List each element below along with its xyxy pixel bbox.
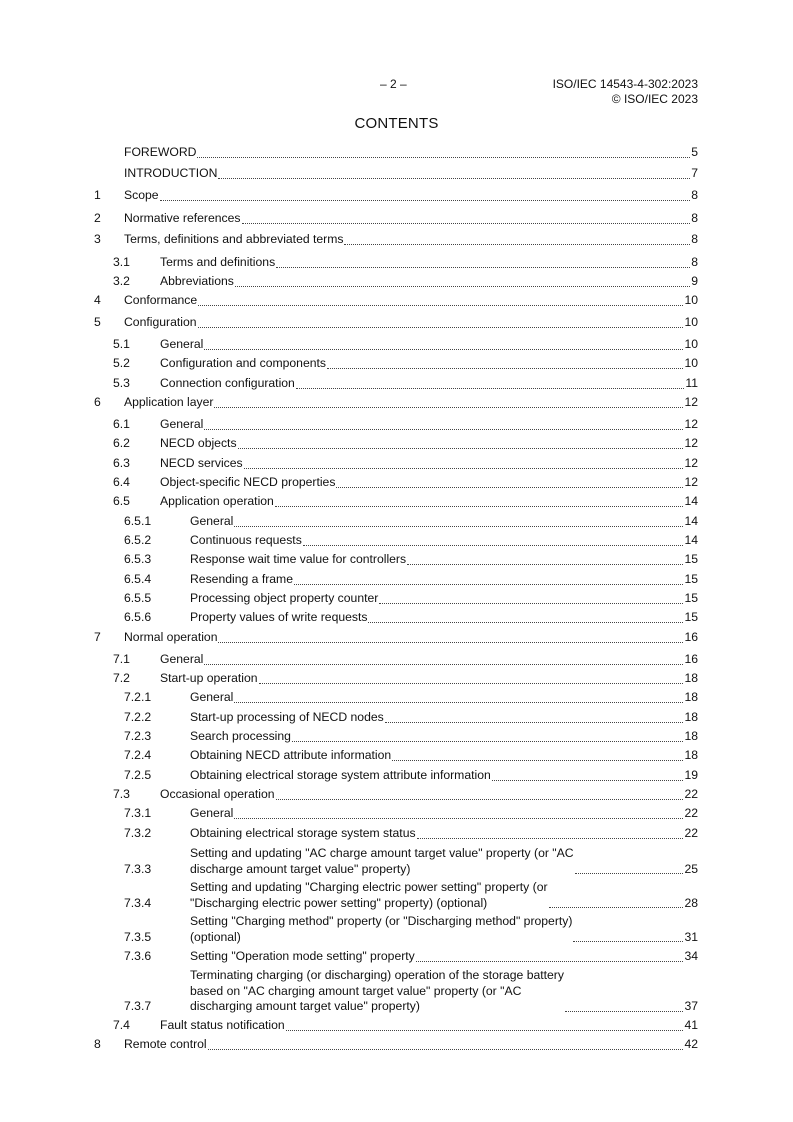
toc-entry[interactable]: [94, 748, 698, 764]
toc-entry[interactable]: [94, 232, 698, 248]
toc-entry-page: 28: [684, 895, 698, 910]
dot-leader: [198, 304, 683, 306]
toc-entry-number: 7.2.2: [124, 710, 152, 724]
toc-entry-page: 18: [684, 671, 698, 685]
toc-entry-number: 7.3.6: [124, 949, 152, 963]
toc-entry[interactable]: [94, 552, 698, 568]
toc-entry[interactable]: [94, 315, 698, 331]
toc-entry-title: General: [190, 514, 234, 528]
dot-leader: [204, 428, 683, 430]
toc-entry[interactable]: [94, 376, 698, 392]
toc-entry-page: 18: [684, 729, 698, 743]
dot-leader: [573, 940, 683, 942]
dot-leader: [336, 486, 683, 488]
toc-entry-title: Start-up operation: [160, 671, 258, 685]
toc-entry-page: 5: [691, 145, 698, 159]
toc-entry-page: 15: [684, 591, 698, 605]
toc-entry-title: NECD objects: [160, 436, 237, 450]
toc-entry[interactable]: [94, 914, 698, 945]
toc-entry[interactable]: [94, 826, 698, 842]
toc-entry-title: Property values of write requests: [190, 610, 368, 624]
toc-entry-page: 14: [684, 533, 698, 547]
toc-entry-number: 7.3.2: [124, 826, 152, 840]
dot-leader: [197, 156, 690, 158]
toc-entry[interactable]: [94, 768, 698, 784]
toc-entry-title: Setting "Charging method" property (or "Discharging method" property) (optional): [190, 914, 573, 944]
toc-entry-page: 34: [684, 949, 698, 963]
toc-entry-title: Object-specific NECD properties: [160, 475, 336, 489]
dot-leader: [368, 621, 683, 623]
dot-leader: [327, 367, 683, 369]
toc-entry-title: Configuration: [124, 315, 197, 329]
toc-entry-title: Occasional operation: [160, 787, 275, 801]
toc-entry-page: 18: [684, 710, 698, 724]
dot-leader: [218, 641, 683, 643]
dot-leader: [292, 740, 683, 742]
toc-entry-title: General: [190, 806, 234, 820]
toc-entry[interactable]: [94, 533, 698, 549]
toc-entry-number: 3.1: [113, 255, 130, 269]
toc-entry-page: 15: [684, 552, 698, 566]
toc-entry-title: Resending a frame: [190, 572, 293, 586]
toc-entry-number: 7.1: [113, 652, 130, 666]
toc-entry-page: 22: [684, 806, 698, 820]
toc-entry[interactable]: [94, 630, 698, 646]
toc-entry[interactable]: [94, 1037, 698, 1053]
toc-entry-title: Start-up processing of NECD nodes: [190, 710, 384, 724]
toc-entry-title: Remote control: [124, 1037, 207, 1051]
dot-leader: [565, 1010, 683, 1012]
dot-leader: [244, 467, 684, 469]
toc-entry-page: 14: [684, 514, 698, 528]
toc-entry[interactable]: [94, 188, 698, 204]
copyright-notice: © ISO/IEC 2023: [611, 92, 698, 106]
toc-entry[interactable]: [94, 395, 698, 411]
toc-entry-number: 7.3.3: [124, 861, 152, 876]
toc-entry[interactable]: [94, 572, 698, 588]
toc-entry[interactable]: [94, 337, 698, 353]
toc-entry-title: Fault status notification: [160, 1018, 285, 1032]
toc-entry[interactable]: [94, 610, 698, 626]
toc-entry-page: 11: [685, 376, 698, 390]
toc-entry-page: 22: [684, 787, 698, 801]
toc-entry[interactable]: [94, 710, 698, 726]
toc-entry-page: 12: [684, 456, 698, 470]
toc-entry-title: Configuration and components: [160, 356, 326, 370]
toc-entry-page: 18: [684, 748, 698, 762]
toc-entry-title: Setting "Operation mode setting" property: [190, 949, 415, 963]
dot-leader: [214, 406, 683, 408]
dot-leader: [575, 872, 684, 874]
toc-entry-title: Obtaining NECD attribute information: [190, 748, 392, 762]
toc-entry-number: 6.1: [113, 417, 130, 431]
toc-entry-number: 7.2.5: [124, 768, 152, 782]
toc-entry[interactable]: [94, 1018, 698, 1034]
toc-entry-number: 1: [94, 188, 101, 202]
toc-entry-number: 6.5.4: [124, 572, 152, 586]
toc-entry[interactable]: [94, 356, 698, 372]
toc-entry-title: Connection configuration: [160, 376, 295, 390]
toc-entry-title: NECD services: [160, 456, 243, 470]
toc-entry-number: 7.4: [113, 1018, 130, 1032]
toc-entry-title: Terms, definitions and abbreviated terms: [124, 232, 344, 246]
toc-entry[interactable]: [94, 671, 698, 687]
toc-entry[interactable]: [94, 456, 698, 472]
toc-entry-page: 14: [684, 494, 698, 508]
dot-leader: [234, 817, 683, 819]
toc-entry-page: 25: [684, 861, 698, 876]
toc-entry-number: 5.1: [113, 337, 130, 351]
toc-entry-page: 31: [684, 929, 698, 944]
toc-entry-number: 7: [94, 630, 101, 644]
dot-leader: [392, 759, 683, 761]
toc-entry-page: 41: [684, 1018, 698, 1032]
toc-entry[interactable]: [94, 436, 698, 452]
dot-leader: [492, 779, 684, 781]
toc-entry[interactable]: [94, 787, 698, 803]
toc-entry-number: 7.2.1: [124, 690, 152, 704]
toc-entry-page: 16: [684, 630, 698, 644]
dot-leader: [208, 1048, 684, 1050]
dot-leader: [417, 837, 684, 839]
toc-entry[interactable]: [94, 652, 698, 668]
toc-entry-number: 2: [94, 211, 101, 225]
toc-entry[interactable]: [94, 293, 698, 309]
toc-entry-page: 7: [691, 166, 698, 180]
toc-entry-number: 6.5.5: [124, 591, 152, 605]
toc-entry-title: Setting and updating "AC charge amount target value" property (or "AC discharge amount target value" property): [190, 846, 574, 876]
toc-entry-title: Normative references: [124, 211, 241, 225]
toc-entry[interactable]: [94, 949, 698, 965]
dot-leader: [286, 1029, 684, 1031]
toc-entry[interactable]: [94, 591, 698, 607]
toc-entry-page: 9: [691, 274, 698, 288]
toc-entry-number: 7.2.4: [124, 748, 152, 762]
toc-entry-page: 42: [684, 1037, 698, 1051]
dot-leader: [275, 505, 684, 507]
toc-entry-title: Obtaining electrical storage system attribute information: [190, 768, 491, 782]
toc-entry-number: 6.5.1: [124, 514, 152, 528]
toc-entry-page: 18: [684, 690, 698, 704]
dot-leader: [218, 177, 690, 179]
toc-entry-page: 12: [684, 436, 698, 450]
toc-entry-number: 7.3: [113, 787, 130, 801]
toc-entry-page: 22: [684, 826, 698, 840]
toc-entry-page: 12: [684, 395, 698, 409]
toc-entry-number: 6.3: [113, 456, 130, 470]
toc-entry-title: Scope: [124, 188, 159, 202]
page-title: CONTENTS: [354, 115, 439, 132]
toc-entry-title: General: [160, 337, 204, 351]
toc-entry-title: Terminating charging (or discharging) operation of the storage battery based on "AC charging amount target value" property (or "AC discharging amount target value" property): [190, 968, 564, 1013]
toc-entry-number: 7.3.1: [124, 806, 152, 820]
toc-entry[interactable]: [94, 846, 698, 877]
toc-entry-number: 5: [94, 315, 101, 329]
toc-entry-title: General: [190, 690, 234, 704]
dot-leader: [379, 602, 683, 604]
toc-entry-title: FOREWORD: [124, 145, 197, 159]
toc-entry-title: INTRODUCTION: [124, 166, 218, 180]
toc-entry[interactable]: [94, 880, 698, 911]
toc-entry-number: 7.2: [113, 671, 130, 685]
toc-entry-page: 10: [684, 356, 698, 370]
dot-leader: [276, 798, 684, 800]
dot-leader: [204, 663, 683, 665]
dot-leader: [296, 387, 685, 389]
toc-entry-number: 6.5.3: [124, 552, 152, 566]
toc-entry-number: 3.2: [113, 274, 130, 288]
dot-leader: [160, 199, 691, 201]
toc-entry-number: 3: [94, 232, 101, 246]
toc-entry-page: 8: [691, 232, 698, 246]
toc-entry-title: Setting and updating "Charging electric power setting" property (or "Discharging electric power setting" property) (optional): [190, 880, 548, 910]
toc-entry-number: 8: [94, 1037, 101, 1051]
dot-leader: [549, 906, 684, 908]
toc-entry[interactable]: [94, 274, 698, 290]
toc-entry-title: Application layer: [124, 395, 214, 409]
toc-entry-title: Continuous requests: [190, 533, 302, 547]
toc-entry-title: Obtaining electrical storage system status: [190, 826, 416, 840]
toc-entry-title: Search processing: [190, 729, 291, 743]
toc-entry-number: 6.5: [113, 494, 130, 508]
toc-entry-title: Normal operation: [124, 630, 218, 644]
toc-entry-page: 10: [684, 337, 698, 351]
toc-entry[interactable]: [94, 166, 698, 182]
dot-leader: [416, 960, 684, 962]
toc-entry[interactable]: [94, 475, 698, 491]
dot-leader: [303, 544, 684, 546]
toc-entry-page: 8: [691, 255, 698, 269]
toc-entry[interactable]: [94, 514, 698, 530]
toc-entry-title: General: [160, 652, 204, 666]
dot-leader: [385, 721, 684, 723]
dot-leader: [276, 266, 690, 268]
dot-leader: [234, 701, 683, 703]
toc-entry-number: 5.2: [113, 356, 130, 370]
toc-entry-page: 19: [684, 768, 698, 782]
page-number: – 2 –: [380, 77, 407, 91]
toc-entry-page: 15: [684, 610, 698, 624]
toc-entry-page: 12: [684, 417, 698, 431]
toc-entry-page: 16: [684, 652, 698, 666]
toc-entry-number: 7.3.4: [124, 895, 152, 910]
dot-leader: [407, 563, 683, 565]
toc-entry-title: Terms and definitions: [160, 255, 276, 269]
toc-entry-page: 37: [684, 999, 698, 1013]
toc-entry-number: 6: [94, 395, 101, 409]
dot-leader: [234, 525, 683, 527]
dot-leader: [242, 222, 691, 224]
dot-leader: [235, 285, 690, 287]
toc-entry[interactable]: [94, 417, 698, 433]
standard-designation: ISO/IEC 14543-4-302:2023: [552, 77, 698, 91]
toc-entry-title: Processing object property counter: [190, 591, 379, 605]
toc-entry-number: 6.4: [113, 475, 130, 489]
toc-entry[interactable]: [94, 255, 698, 271]
dot-leader: [238, 447, 684, 449]
dot-leader: [294, 583, 683, 585]
toc-entry-number: 6.5.6: [124, 610, 152, 624]
toc-entry[interactable]: [94, 145, 698, 161]
toc-entry-title: Conformance: [124, 293, 198, 307]
toc-entry[interactable]: [94, 211, 698, 227]
toc-entry-page: 8: [691, 188, 698, 202]
toc-entry-page: 10: [684, 293, 698, 307]
toc-entry-page: 8: [691, 211, 698, 225]
toc-entry-title: Response wait time value for controllers: [190, 552, 407, 566]
toc-entry-number: 5.3: [113, 376, 130, 390]
toc-entry-page: 10: [684, 315, 698, 329]
toc-entry-number: 7.3.5: [124, 929, 152, 944]
toc-entry-number: 6.2: [113, 436, 130, 450]
toc-entry-page: 15: [684, 572, 698, 586]
dot-leader: [198, 326, 684, 328]
toc-entry-number: 6.5.2: [124, 533, 152, 547]
dot-leader: [259, 682, 684, 684]
toc-entry[interactable]: [94, 494, 698, 510]
dot-leader: [204, 348, 683, 350]
toc-entry[interactable]: [94, 968, 698, 1015]
toc-entry-number: 4: [94, 293, 101, 307]
toc-entry-title: Application operation: [160, 494, 274, 508]
toc-entry-number: 7.3.7: [124, 999, 152, 1013]
toc-entry[interactable]: [94, 806, 698, 822]
toc-entry-title: Abbreviations: [160, 274, 234, 288]
dot-leader: [344, 243, 690, 245]
toc-entry-number: 7.2.3: [124, 729, 152, 743]
toc-entry-page: 12: [684, 475, 698, 489]
toc-entry[interactable]: [94, 690, 698, 706]
toc-entry[interactable]: [94, 729, 698, 745]
toc-entry-title: General: [160, 417, 204, 431]
